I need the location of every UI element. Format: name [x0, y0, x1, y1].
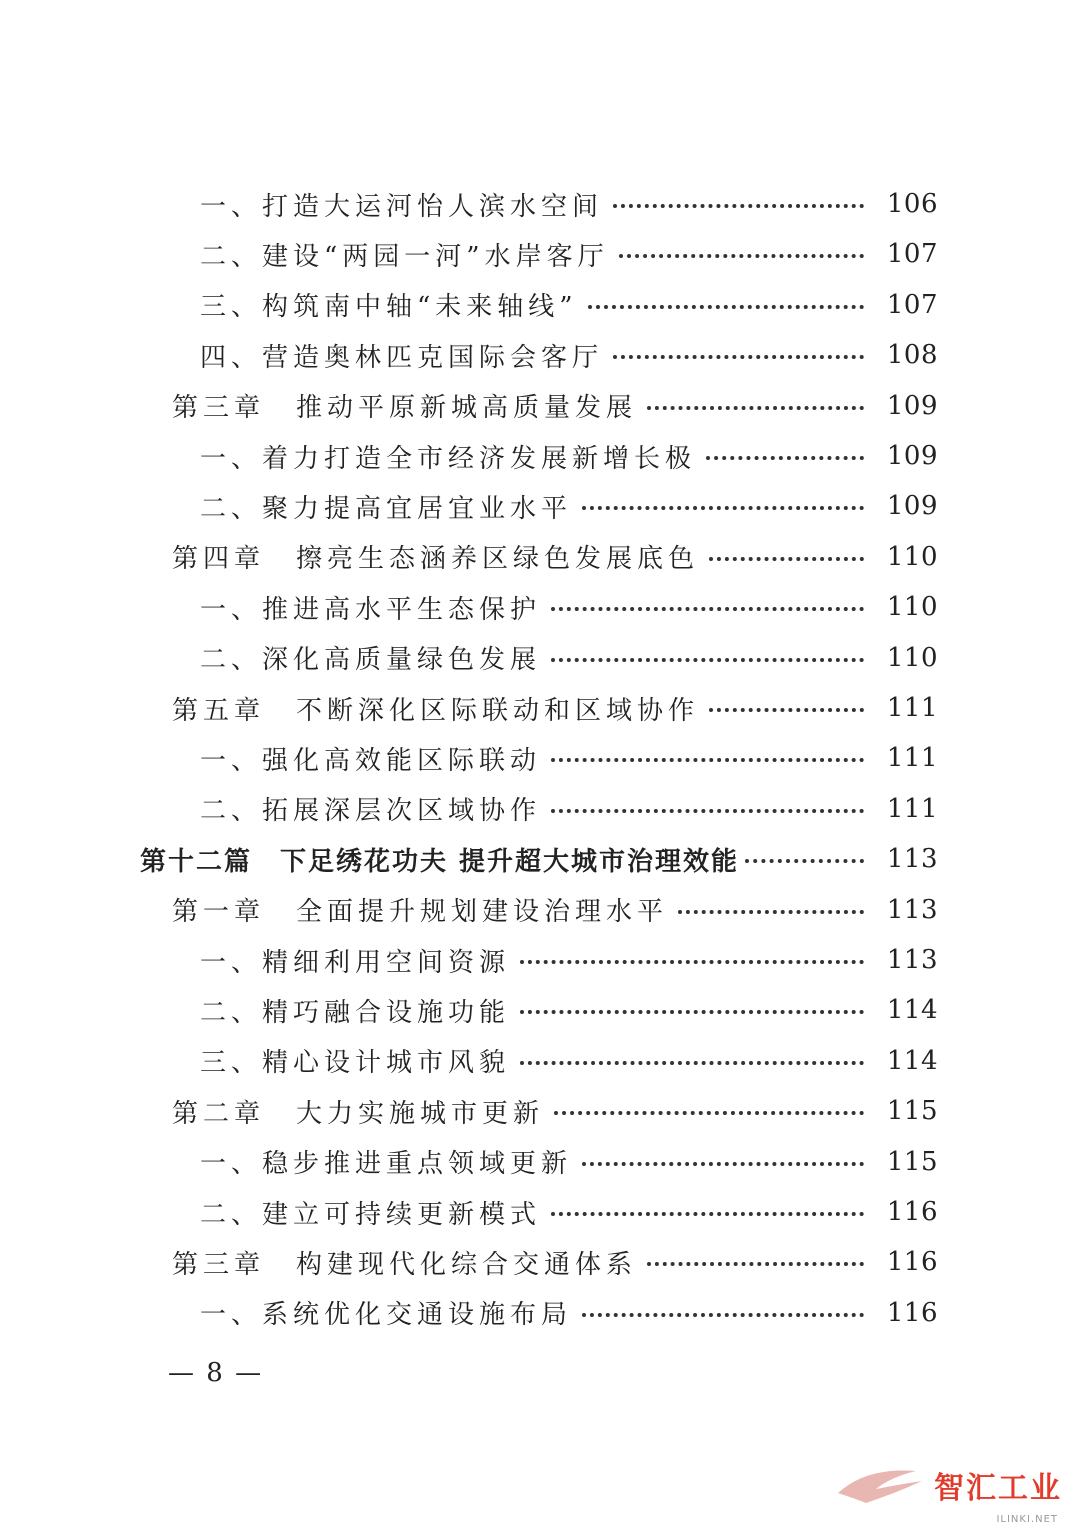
toc-entry [0, 482, 1080, 530]
toc-entry [0, 886, 1080, 934]
toc-entry-title: 二、精巧融合设施功能 [200, 997, 511, 1028]
dot-leader [613, 355, 864, 359]
toc-entry-title: 第十二篇 下足绣花功夫 提升超大城市治理效能 [140, 846, 740, 877]
toc-entry-title: 第三章 推动平原新城高质量发展 [172, 393, 638, 424]
dot-leader [582, 1162, 864, 1166]
toc-entry-page: 110 [886, 541, 938, 572]
dot-leader [745, 859, 864, 863]
toc-entry-page: 110 [886, 642, 938, 673]
dot-leader [554, 1111, 864, 1115]
dot-leader [678, 910, 864, 914]
toc-entry-title: 一、打造大运河怡人滨水空间 [200, 191, 604, 222]
toc-entry-title: 二、建立可持续更新模式 [200, 1199, 542, 1230]
dot-leader [706, 456, 864, 460]
toc-entry [0, 684, 1080, 732]
toc-entry [0, 1037, 1080, 1085]
dot-leader [551, 1212, 864, 1216]
toc-entry [0, 331, 1080, 379]
toc-entry-page: 108 [886, 340, 938, 371]
toc-entry-title: 第二章 大力实施城市更新 [172, 1098, 545, 1129]
toc-entry-title: 三、精心设计城市风貌 [200, 1048, 511, 1079]
toc-entry-page: 106 [886, 189, 938, 219]
toc-entry [0, 986, 1080, 1034]
dot-leader [520, 960, 864, 964]
toc-entry-title: 二、深化高质量绿色发展 [200, 645, 542, 676]
watermark [836, 1463, 1062, 1507]
toc-entry-page: 115 [886, 1146, 938, 1177]
toc-entry [0, 382, 1080, 430]
dot-leader [709, 708, 864, 712]
toc-entry-page: 113 [886, 894, 938, 925]
toc-entry-title: 二、建设“两园一河”水岸客厅 [200, 241, 609, 272]
toc-entry-title: 第一章 全面提升规划建设治理水平 [172, 897, 669, 928]
toc-entry-page: 107 [886, 239, 938, 270]
toc-entry-page: 113 [886, 844, 938, 875]
toc-entry [0, 1289, 1080, 1337]
dot-leader [709, 557, 864, 561]
dot-leader [520, 1061, 864, 1065]
toc-entry-title: 三、构筑南中轴“未来轴线” [200, 292, 578, 323]
toc-entry [0, 785, 1080, 833]
page-number: — 8 — [168, 1358, 264, 1388]
toc-entry-page: 116 [886, 1247, 938, 1278]
toc-entry [0, 835, 1080, 883]
toc-entry [0, 1188, 1080, 1236]
toc-entry [0, 1087, 1080, 1135]
dot-leader [551, 658, 864, 662]
dot-leader [551, 758, 864, 762]
toc-entry-page: 109 [886, 491, 938, 522]
toc-entry-title: 一、系统优化交通设施布局 [200, 1300, 573, 1331]
toc-entry-page: 109 [886, 441, 938, 471]
toc-entry-page: 116 [886, 1197, 938, 1227]
toc-entry-title: 一、精细利用空间资源 [200, 947, 511, 978]
toc-entry-title: 一、着力打造全市经济发展新增长极 [200, 443, 697, 474]
toc-entry [0, 583, 1080, 631]
toc-entry-page: 115 [886, 1096, 938, 1127]
toc-entry [0, 432, 1080, 480]
toc-entry [0, 1238, 1080, 1286]
toc-entry-page: 110 [886, 592, 938, 623]
toc-entry [0, 734, 1080, 782]
dot-leader [520, 1010, 864, 1014]
dot-leader [582, 1313, 864, 1317]
toc-entry-page: 107 [886, 289, 938, 320]
toc-entry-page: 111 [886, 693, 938, 723]
toc-entry-page: 114 [886, 1045, 938, 1076]
toc-entry-title: 一、稳步推进重点领域更新 [200, 1149, 573, 1180]
watermark-text: 智汇工业 [934, 1471, 1062, 1506]
toc-entry-page: 109 [886, 390, 938, 421]
toc-entry-title: 一、推进高水平生态保护 [200, 594, 542, 625]
toc-entry-page: 111 [886, 793, 938, 824]
toc-entry [0, 281, 1080, 329]
dot-leader [551, 809, 864, 813]
toc-entry-title: 二、拓展深层次区域协作 [200, 796, 542, 827]
toc-entry [0, 1138, 1080, 1186]
dot-leader [647, 406, 864, 410]
dot-leader [551, 607, 864, 611]
dot-leader [582, 506, 864, 510]
watermark-logo-icon [836, 1463, 926, 1507]
toc-entry-page: 111 [886, 743, 938, 774]
toc-entry-title: 第五章 不断深化区际联动和区域协作 [172, 695, 700, 726]
dot-leader [647, 1262, 864, 1266]
toc-entry-title: 一、强化高效能区际联动 [200, 745, 542, 776]
toc-entry [0, 936, 1080, 984]
toc-entry [0, 634, 1080, 682]
dot-leader [613, 204, 864, 208]
toc-entry [0, 533, 1080, 581]
toc-entry-page: 113 [886, 945, 938, 975]
toc-entry [0, 180, 1080, 228]
toc-entry [0, 230, 1080, 278]
toc-entry-title: 第四章 擦亮生态涵养区绿色发展底色 [172, 544, 700, 575]
toc-entry-title: 二、聚力提高宜居宜业水平 [200, 493, 573, 524]
dot-leader [588, 305, 864, 309]
watermark-url: ILINKI.NET [996, 1514, 1058, 1525]
toc-entry-page: 114 [886, 995, 938, 1026]
toc-entry-page: 116 [886, 1297, 938, 1328]
dot-leader [619, 254, 864, 258]
toc-entry-title: 第三章 构建现代化综合交通体系 [172, 1249, 638, 1280]
toc-entry-title: 四、营造奥林匹克国际会客厅 [200, 342, 604, 373]
